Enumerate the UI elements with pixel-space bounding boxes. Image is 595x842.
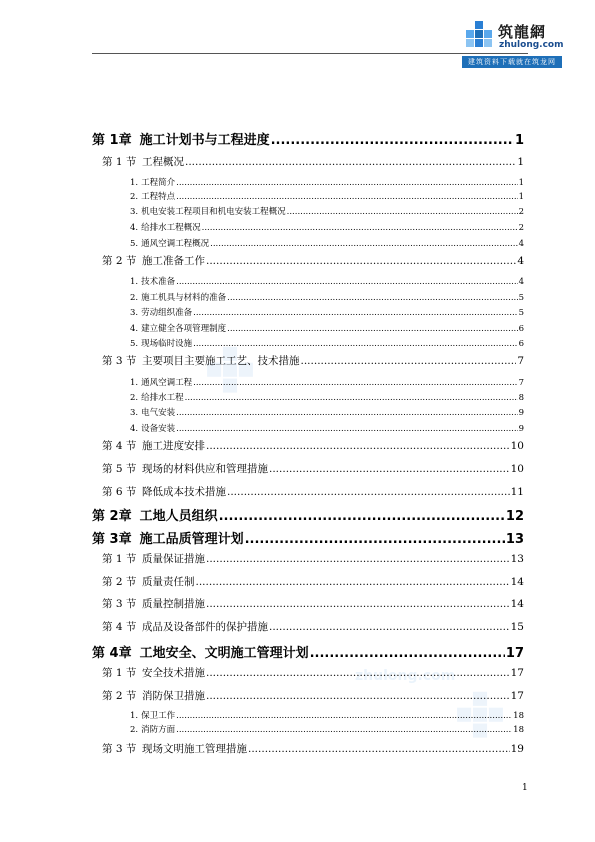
toc-entry-label [92,275,175,287]
toc-entry-title: 工地人员组织 [139,509,218,524]
toc-entry-label [92,709,175,721]
toc-page-number: 11 [510,486,524,498]
toc-entry-title: 现场的材料供应和管理措施 [142,463,268,475]
toc-entry-title: 施工准备工作 [142,255,205,267]
toc-entry-title: 消防方面 [141,725,176,735]
toc-entry-title: 施工品质管理计划 [139,532,244,547]
logo-chinese-text: 筑龍網 [498,23,547,41]
toc-entry-number: 第 3章 [92,532,132,547]
toc-entry-number: 第 5 节 [102,463,137,475]
toc-leader-dots [206,667,510,679]
toc-page-number: 1 [518,178,524,188]
toc-page-number: 10 [510,440,524,452]
toc-entry-number: 4. [130,424,139,434]
logo-slogan: 建筑资料下载就在筑龙网 [462,56,562,68]
toc-entry-title: 工程简介 [141,178,176,188]
toc-entry-label [92,596,205,611]
toc-entry-title: 工程概况 [142,156,184,168]
toc-page-number: 13 [510,553,524,565]
toc-entry-title: 质量责任制 [142,576,195,588]
toc-page-number: 17 [510,667,524,679]
toc-entry-label [92,154,184,169]
toc-entry-number: 5. [130,239,139,249]
toc-entry-label [92,190,175,202]
toc-section-row[interactable] [92,484,524,499]
toc-page-number: 5 [518,293,524,303]
toc-entry-number: 2. [130,725,139,735]
toc-page-number: 18 [513,711,524,721]
toc-section-row[interactable] [92,461,524,476]
toc-leader-dots [227,486,510,498]
toc-subsection-row[interactable] [92,275,524,287]
toc-entry-number: 2. [130,192,139,202]
toc-subsection-row[interactable] [92,221,524,233]
toc-entry-label [92,665,205,680]
toc-entry-number: 第 4 节 [102,440,137,452]
zhulong-logo [462,18,562,68]
toc-entry-number: 第 1章 [92,133,132,148]
toc-entry-label [92,619,268,634]
toc-entry-label [92,484,226,499]
toc-entry-number: 第 3 节 [102,355,137,367]
toc-page-number: 7 [518,378,524,388]
toc-entry-title: 主要项目主要施工工艺、技术措施 [142,355,300,367]
toc-leader-dots [193,339,517,349]
toc-page-number: 19 [510,743,524,755]
toc-entry-title: 质量保证措施 [142,553,205,565]
toc-leader-dots [310,646,505,661]
toc-leader-dots [176,424,517,434]
toc-entry-title: 施工进度安排 [142,440,205,452]
toc-page-number: 13 [505,532,524,547]
toc-entry-number: 第 3 节 [102,598,137,610]
toc-entry-number: 1. [130,711,139,721]
toc-entry-label [92,291,226,303]
toc-page-number: 5 [518,308,524,318]
toc-page-number: 18 [513,725,524,735]
toc-page-number: 7 [517,355,524,367]
toc-leader-dots [206,690,510,702]
toc-page-number: 4 [518,277,524,287]
toc-entry-label [92,129,270,148]
toc-entry-label [92,406,175,418]
toc-subsection-row[interactable] [92,205,524,217]
toc-leader-dots [176,277,517,287]
toc-entry-number: 3. [130,308,139,318]
toc-entry-label [92,253,205,268]
toc-entry-number: 1. [130,178,139,188]
toc-section-row[interactable] [92,154,524,169]
toc-entry-label [92,574,195,589]
toc-leader-dots [202,223,518,233]
toc-entry-title: 成品及设备部件的保护措施 [142,621,268,633]
toc-leader-dots [176,408,517,418]
toc-section-row[interactable] [92,596,524,611]
toc-entry-title: 保卫工作 [141,711,176,721]
toc-entry-title: 现场临时设施 [141,339,193,349]
toc-leader-dots [206,255,516,267]
toc-entry-number: 5. [130,339,139,349]
logo-mark-icon [462,20,496,54]
toc-entry-title: 工地安全、文明施工管理计划 [139,646,309,661]
toc-page-number: 14 [510,576,524,588]
toc-entry-label [92,422,175,434]
toc-subsection-row[interactable] [92,376,524,388]
toc-section-row[interactable] [92,665,524,680]
toc-entry-title: 消防保卫措施 [142,690,205,702]
toc-entry-title: 技术准备 [141,277,176,287]
toc-page-number: 4 [518,239,524,249]
toc-leader-dots [176,178,517,188]
toc-page-number: 2 [518,223,524,233]
toc-entry-number: 1. [130,378,139,388]
toc-entry-number: 第 2 节 [102,690,137,702]
toc-entry-number: 第 4章 [92,646,132,661]
toc-entry-title: 质量控制措施 [142,598,205,610]
toc-page-number: 14 [510,598,524,610]
toc-entry-title: 给排水工程概况 [141,223,201,233]
toc-entry-number: 第 2 节 [102,576,137,588]
toc-leader-dots [245,532,505,547]
toc-subsection-row[interactable] [92,237,524,249]
toc-leader-dots [219,509,505,524]
toc-entry-label [92,741,247,756]
toc-page-number: 15 [510,621,524,633]
toc-entry-number: 3. [130,408,139,418]
page-number: 1 [522,783,528,793]
toc-entry-label [92,205,286,217]
toc-entry-title: 给排水工程 [141,393,184,403]
toc-section-row[interactable] [92,551,524,566]
toc-section-row[interactable] [92,619,524,634]
toc-leader-dots [287,207,518,217]
toc-entry-label [92,461,268,476]
toc-leader-dots [206,553,510,565]
toc-page-number: 8 [518,393,524,403]
toc-entry-number: 第 2章 [92,509,132,524]
toc-entry-label [92,221,201,233]
toc-leader-dots [206,598,510,610]
toc-entry-title: 劳动组织准备 [141,308,193,318]
toc-page-number: 6 [518,339,524,349]
toc-subsection-row[interactable] [92,190,524,202]
toc-leader-dots [227,324,517,334]
toc-subsection-row[interactable] [92,291,524,303]
toc-subsection-row[interactable] [92,709,524,721]
toc-entry-label [92,438,205,453]
toc-entry-label [92,528,244,547]
toc-page-number: 9 [518,424,524,434]
toc-leader-dots [193,378,517,388]
toc-entry-label [92,551,205,566]
toc-page-number: 1 [517,156,524,168]
toc-entry-title: 施工机具与材料的准备 [141,293,227,303]
toc-entry-number: 第 6 节 [102,486,137,498]
toc-leader-dots [271,133,514,148]
toc-page-number: 10 [510,463,524,475]
toc-subsection-row[interactable] [92,391,524,403]
toc-section-row[interactable] [92,353,524,368]
toc-entry-number: 4. [130,324,139,334]
toc-entry-number: 第 1 节 [102,156,137,168]
toc-entry-title: 通风空调工程概况 [141,239,210,249]
toc-leader-dots [185,393,518,403]
toc-leader-dots [176,711,512,721]
toc-subsection-row[interactable] [92,723,524,735]
toc-page-number: 17 [505,646,524,661]
toc-subsection-row[interactable] [92,322,524,334]
toc-leader-dots [248,743,510,755]
toc-page-number: 17 [510,690,524,702]
toc-entry-label [92,176,175,188]
toc-page-number: 4 [517,255,524,267]
toc-entry-label [92,376,192,388]
toc-chapter-row[interactable] [92,528,524,547]
toc-entry-label [92,505,218,524]
toc-leader-dots [176,725,512,735]
toc-entry-title: 电气安装 [141,408,176,418]
toc-subsection-row[interactable] [92,337,524,349]
toc-subsection-row[interactable] [92,306,524,318]
toc-entry-label [92,391,184,403]
toc-subsection-row[interactable] [92,406,524,418]
toc-chapter-row[interactable] [92,129,524,148]
toc-entry-title: 通风空调工程 [141,378,193,388]
toc-entry-number: 2. [130,393,139,403]
toc-subsection-row[interactable] [92,176,524,188]
toc-entry-number: 第 2 节 [102,255,137,267]
toc-entry-number: 第 3 节 [102,743,137,755]
toc-page-number: 6 [518,324,524,334]
toc-entry-label [92,688,205,703]
toc-entry-title: 降低成本技术措施 [142,486,226,498]
watermark-text: zhulong.com [355,668,456,684]
toc-leader-dots [196,576,510,588]
toc-entry-number: 3. [130,207,139,217]
toc-entry-label [92,353,300,368]
toc-page-number: 1 [514,133,524,148]
toc-entry-number: 1. [130,277,139,287]
toc-leader-dots [210,239,517,249]
toc-leader-dots [227,293,517,303]
toc-entry-title: 机电安装工程项目和机电安装工程概况 [141,207,286,217]
toc-section-row[interactable] [92,574,524,589]
toc-entry-number: 第 1 节 [102,667,137,679]
toc-entry-title: 设备安装 [141,424,176,434]
toc-entry-label [92,723,175,735]
toc-leader-dots [269,621,510,633]
toc-entry-label [92,322,226,334]
toc-page-number: 12 [505,509,524,524]
toc-entry-number: 第 4 节 [102,621,137,633]
toc-page-number: 2 [518,207,524,217]
toc-entry-title: 安全技术措施 [142,667,205,679]
toc-page-number: 1 [518,192,524,202]
toc-entry-title: 建立健全各项管理制度 [141,324,227,334]
toc-section-row[interactable] [92,253,524,268]
toc-leader-dots [269,463,510,475]
toc-subsection-row[interactable] [92,422,524,434]
toc-entry-title: 工程特点 [141,192,176,202]
toc-entry-label [92,642,309,661]
toc-section-row[interactable] [92,688,524,703]
toc-entry-label [92,306,192,318]
toc-leader-dots [193,308,517,318]
toc-entry-number: 第 1 节 [102,553,137,565]
toc-entry-title: 施工计划书与工程进度 [139,133,270,148]
toc-chapter-row[interactable] [92,505,524,524]
toc-entry-label [92,337,192,349]
toc-entry-title: 现场文明施工管理措施 [142,743,247,755]
toc-leader-dots [206,440,510,452]
toc-chapter-row[interactable] [92,642,524,661]
toc-entry-label [92,237,209,249]
toc-section-row[interactable] [92,438,524,453]
toc-section-row[interactable] [92,741,524,756]
toc-leader-dots [185,156,516,168]
toc-entry-number: 4. [130,223,139,233]
logo-english-text: zhulong.com [499,40,564,50]
toc-entry-number: 2. [130,293,139,303]
toc-leader-dots [176,192,517,202]
toc-page-number: 9 [518,408,524,418]
toc-leader-dots [301,355,517,367]
